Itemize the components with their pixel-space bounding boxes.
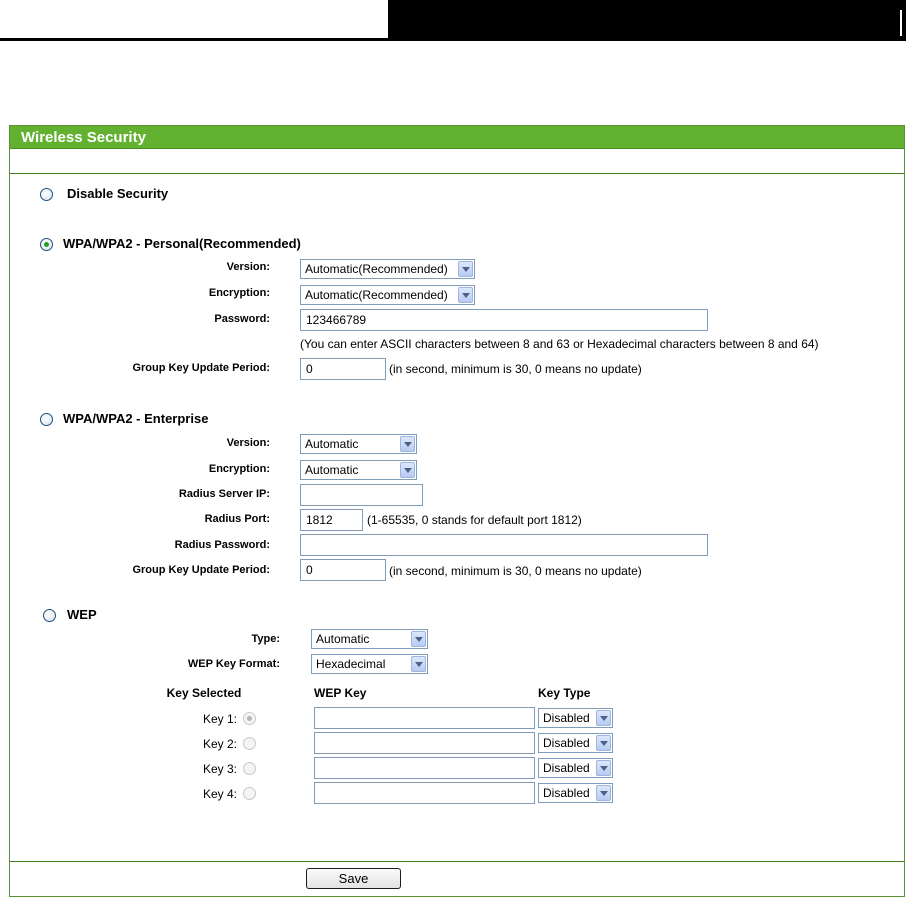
key-3-label: Key 3:	[202, 762, 237, 776]
enterprise-encryption-value: Automatic	[305, 463, 359, 477]
chevron-down-icon	[458, 287, 473, 303]
enterprise-gkup-label: Group Key Update Period:	[132, 564, 270, 576]
radius-ip-input[interactable]	[300, 484, 423, 506]
wpa-enterprise-radio[interactable]	[40, 413, 53, 426]
chevron-down-icon	[411, 631, 426, 647]
key-3-input[interactable]	[314, 757, 535, 779]
personal-password-label: Password:	[214, 313, 270, 325]
panel-header	[10, 126, 904, 149]
key-type-header: Key Type	[538, 686, 591, 700]
chevron-down-icon	[458, 261, 473, 277]
wep-type-label: Type:	[251, 633, 280, 645]
disable-security-radio[interactable]	[40, 188, 53, 201]
personal-encryption-select[interactable]	[300, 285, 475, 305]
header-divider	[10, 173, 904, 174]
personal-version-label: Version:	[226, 261, 270, 273]
enterprise-version-label: Version:	[226, 437, 270, 449]
chevron-down-icon	[411, 656, 426, 672]
key-2-type-select[interactable]	[538, 733, 613, 753]
chevron-down-icon	[596, 735, 611, 751]
wep-type-value: Automatic	[316, 632, 370, 646]
key-4-label: Key 4:	[202, 787, 237, 801]
personal-version-select[interactable]	[300, 259, 475, 279]
wpa-personal-radio[interactable]	[40, 238, 53, 251]
personal-encryption-label: Encryption:	[208, 287, 270, 299]
key-selected-header: Key Selected	[166, 686, 242, 700]
key-2-type-value: Disabled	[543, 736, 590, 750]
page-title: Wireless Security	[21, 129, 146, 146]
wep-label: WEP	[67, 607, 97, 622]
radius-port-label: Radius Port:	[204, 513, 270, 525]
key-1-input[interactable]	[314, 707, 535, 729]
radius-password-label: Radius Password:	[174, 539, 270, 551]
wpa-enterprise-label: WPA/WPA2 - Enterprise	[63, 411, 209, 426]
personal-password-value: 123466789	[306, 313, 367, 327]
wep-format-select[interactable]	[311, 654, 428, 674]
top-banner-left	[0, 0, 388, 41]
wep-key-header: WEP Key	[314, 686, 367, 700]
wpa-personal-label: WPA/WPA2 - Personal(Recommended)	[63, 236, 301, 251]
key-3-type-select[interactable]	[538, 758, 613, 778]
personal-gkup-label: Group Key Update Period:	[132, 362, 270, 374]
enterprise-gkup-hint: (in second, minimum is 30, 0 means no update)	[389, 564, 642, 578]
chevron-down-icon	[400, 436, 415, 452]
key-2-radio[interactable]	[243, 737, 256, 750]
key-1-radio[interactable]	[243, 712, 256, 725]
key-4-input[interactable]	[314, 782, 535, 804]
radius-port-input[interactable]	[300, 509, 363, 531]
enterprise-version-select[interactable]	[300, 434, 417, 454]
key-1-type-select[interactable]	[538, 708, 613, 728]
personal-gkup-input[interactable]	[300, 358, 386, 380]
key-3-radio[interactable]	[243, 762, 256, 775]
enterprise-version-value: Automatic	[305, 437, 359, 451]
enterprise-gkup-value: 0	[306, 563, 313, 577]
footer-divider	[10, 861, 904, 862]
wep-format-value: Hexadecimal	[316, 657, 386, 671]
wep-format-label: WEP Key Format:	[187, 658, 280, 670]
chevron-down-icon	[596, 760, 611, 776]
personal-encryption-value: Automatic(Recommended)	[305, 288, 448, 302]
disable-security-label: Disable Security	[67, 186, 169, 201]
chevron-down-icon	[400, 462, 415, 478]
key-4-radio[interactable]	[243, 787, 256, 800]
wireless-security-panel	[9, 125, 905, 897]
radius-port-hint: (1-65535, 0 stands for default port 1812)	[367, 513, 582, 527]
enterprise-encryption-select[interactable]	[300, 460, 417, 480]
chevron-down-icon	[596, 785, 611, 801]
enterprise-gkup-input[interactable]	[300, 559, 386, 581]
radius-password-input[interactable]	[300, 534, 708, 556]
key-2-input[interactable]	[314, 732, 535, 754]
wep-type-select[interactable]	[311, 629, 428, 649]
chevron-down-icon	[596, 710, 611, 726]
top-banner-divider	[900, 10, 902, 36]
key-2-label: Key 2:	[202, 737, 237, 751]
personal-gkup-hint: (in second, minimum is 30, 0 means no update)	[389, 362, 642, 376]
enterprise-encryption-label: Encryption:	[208, 463, 270, 475]
radius-port-value: 1812	[306, 513, 333, 527]
personal-password-input[interactable]	[300, 309, 708, 331]
top-banner-right	[388, 0, 906, 41]
key-3-type-value: Disabled	[543, 761, 590, 775]
key-4-type-select[interactable]	[538, 783, 613, 803]
personal-version-value: Automatic(Recommended)	[305, 262, 448, 276]
personal-password-hint: (You can enter ASCII characters between 8 and 63 or Hexadecimal characters between 8 and 64)	[300, 337, 819, 351]
personal-gkup-value: 0	[306, 362, 313, 376]
key-1-label: Key 1:	[202, 712, 237, 726]
wep-radio[interactable]	[43, 609, 56, 622]
key-1-type-value: Disabled	[543, 711, 590, 725]
key-4-type-value: Disabled	[543, 786, 590, 800]
radius-ip-label: Radius Server IP:	[178, 488, 270, 500]
save-button[interactable]: Save	[306, 868, 401, 889]
